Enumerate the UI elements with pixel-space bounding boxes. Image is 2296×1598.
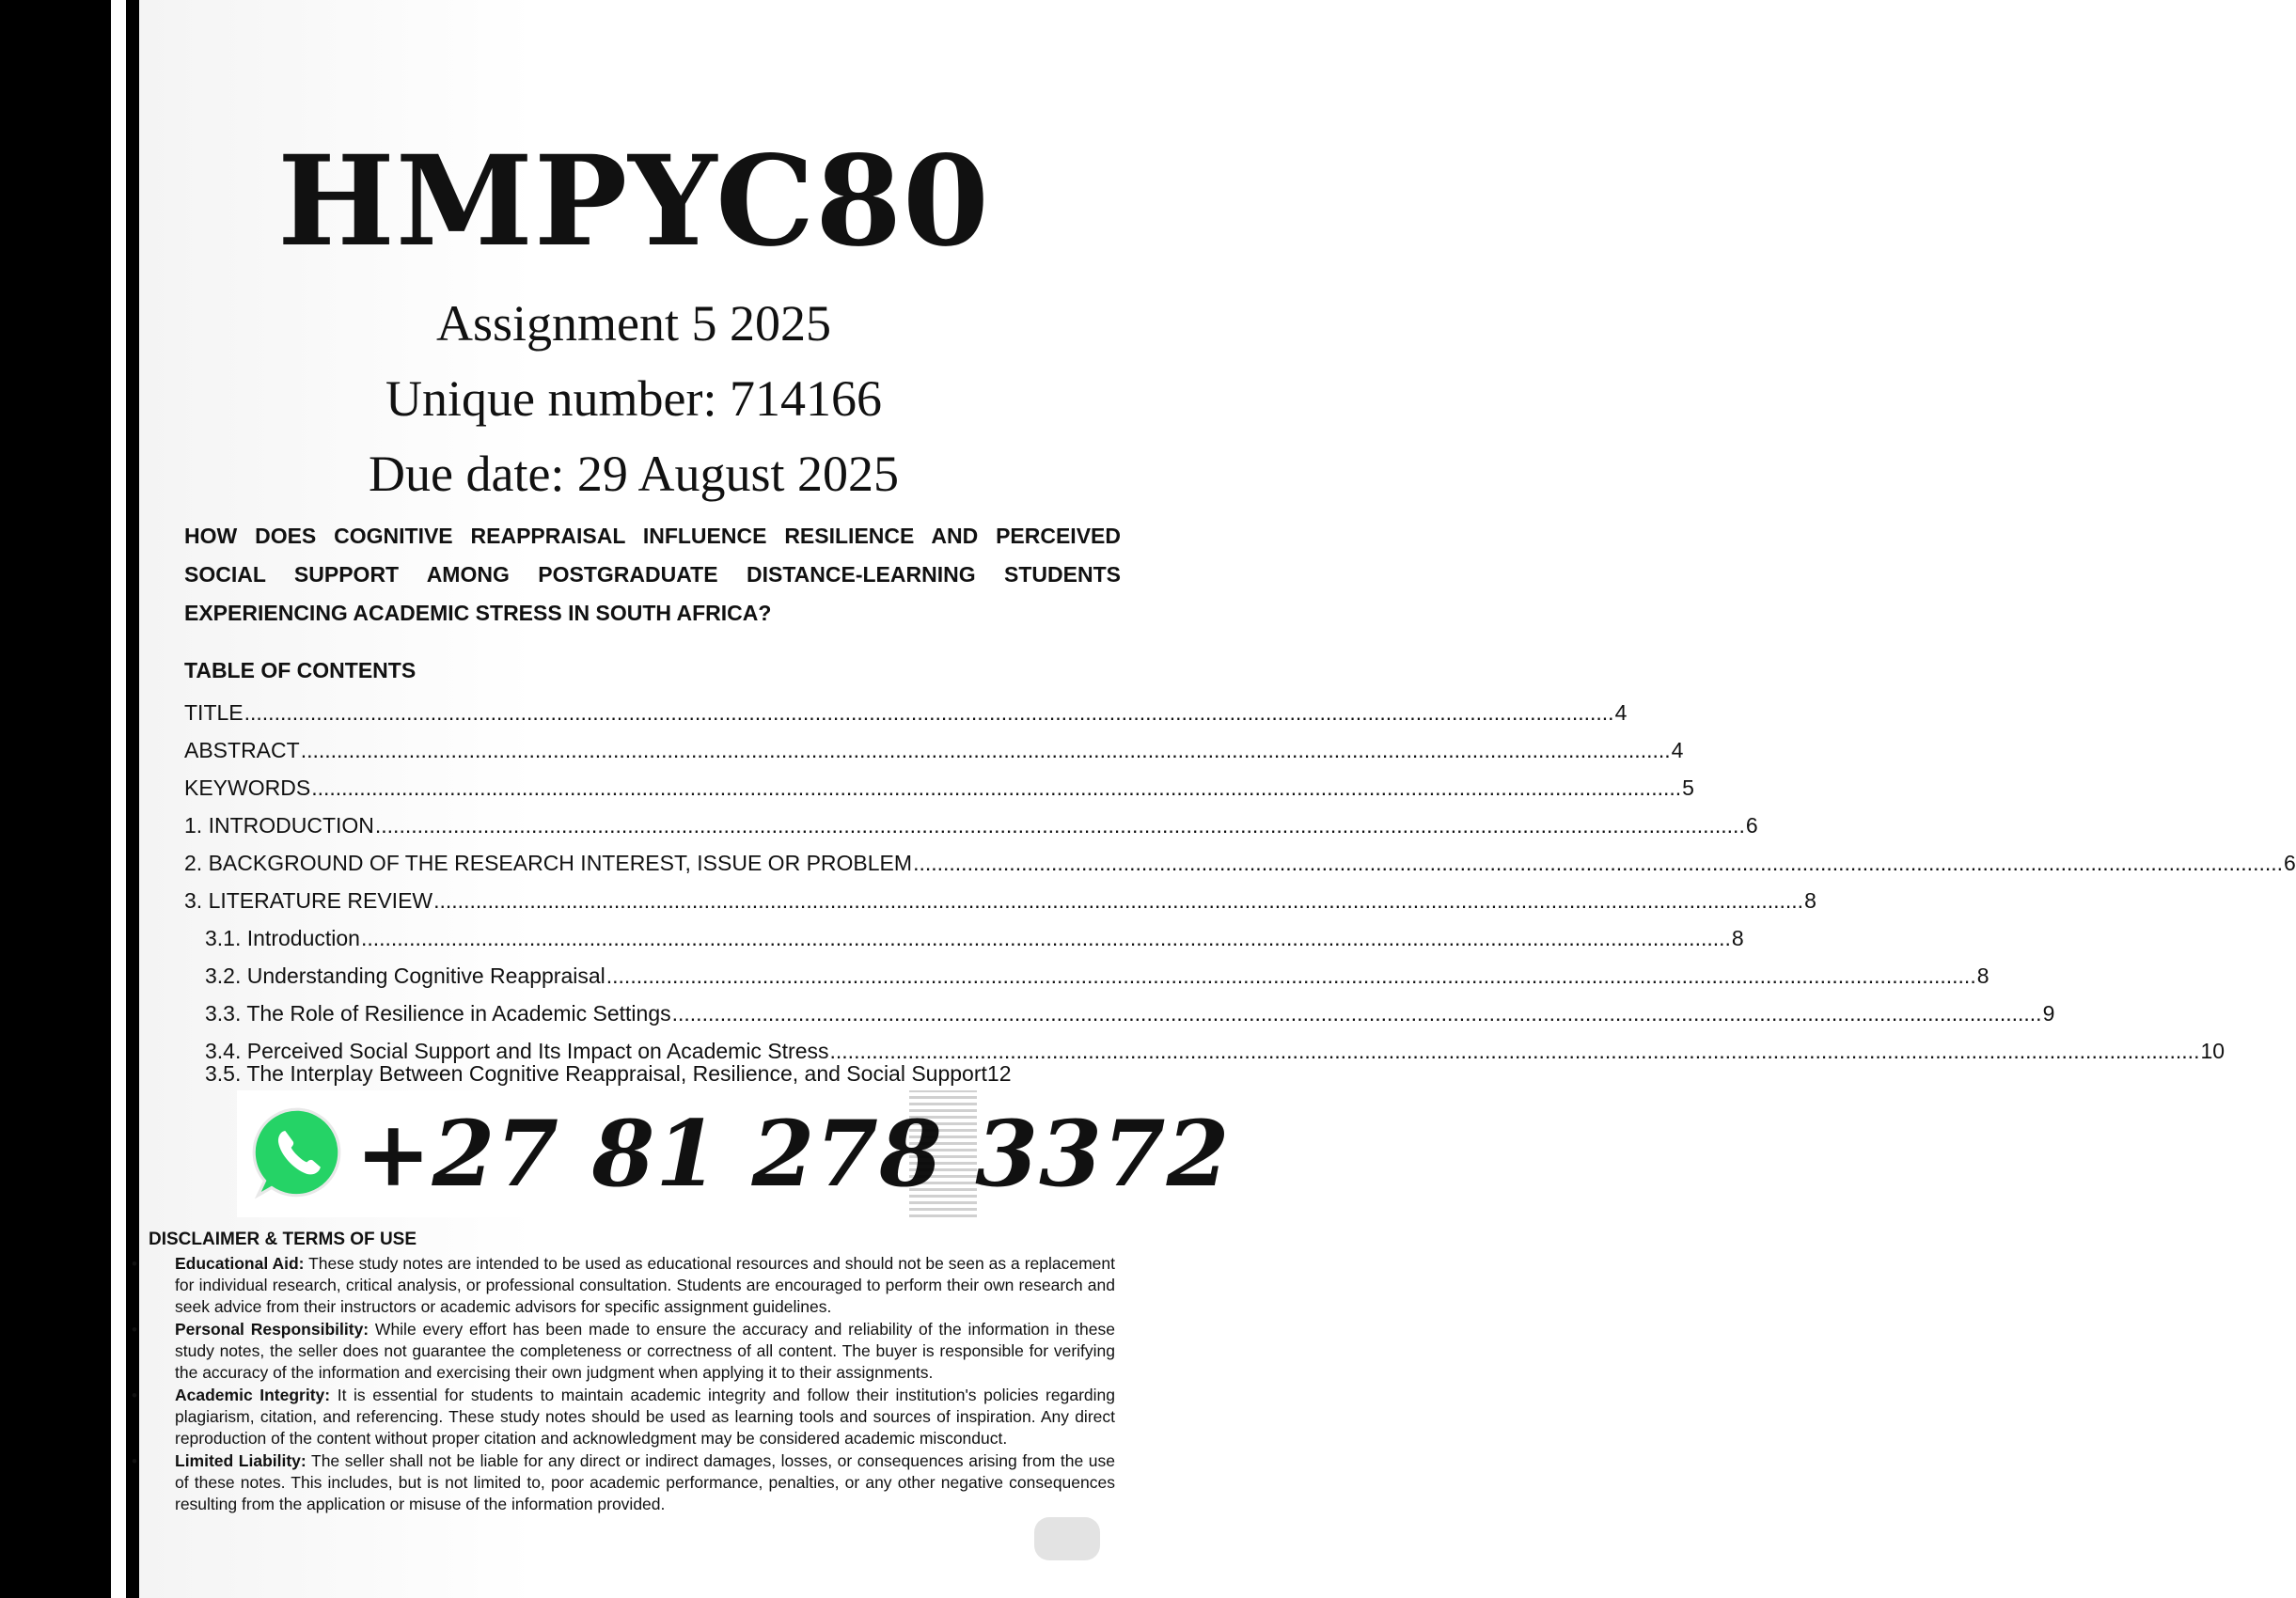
toc-entry[interactable] — [184, 914, 1744, 951]
toc-entry-label: 3.2. Understanding Cognitive Reappraisal — [205, 964, 605, 988]
toc-entry-label: TITLE — [184, 700, 244, 725]
disclaimer-text: These study notes are intended to be used as educational resources and should not be seen as a replacement for individual research, critical analysis, or professional consultation. Students are encouraged to perform their own research and seek advice from their instructors or academic advisors for specific assignment guidelines. — [175, 1254, 1115, 1316]
toc-entry-page: 8 — [1976, 964, 1989, 988]
toc-leader-dots — [913, 851, 2283, 876]
toc-entry-label: 1. INTRODUCTION — [184, 813, 374, 838]
toc-entry[interactable] — [184, 876, 1816, 914]
toc-entry[interactable] — [184, 801, 1758, 838]
toc-entry[interactable] — [184, 1061, 1083, 1087]
disclaimer-text: It is essential for students to maintain academic integrity and follow their institution's policies regarding plagiarism, citation, and referencing. These study notes should be used as learning tools and sources of inspiration. Any direct reproduction of the content without proper citation and acknowledgment may be considered academic misconduct. — [175, 1386, 1115, 1448]
toc-entry[interactable] — [184, 726, 1684, 763]
toc-entry-page: 4 — [1671, 738, 1684, 762]
disclaimer-text: While every effort has been made to ensure the accuracy and reliability of the information in these study notes, the seller does not guarantee the completeness or correctness of all content. The buyer is responsible for verifying the accuracy of the information and exercising their own judgment when applying it to their assignments. — [175, 1320, 1116, 1382]
toc-entry[interactable] — [184, 688, 1628, 726]
toc-entry-label: 3. LITERATURE REVIEW — [184, 888, 433, 913]
disclaimer-heading: DISCLAIMER & TERMS OF USE — [149, 1230, 417, 1249]
toc-leader-dots — [375, 813, 1745, 838]
disclaimer-term: Limited Liability: — [175, 1451, 307, 1470]
toc-entry-page: 4 — [1614, 700, 1628, 725]
due-date: Due date: 29 August 2025 — [369, 446, 899, 502]
toc-entry-label: 3.4. Perceived Social Support and Its Impact on Academic Stress — [205, 1039, 829, 1063]
whatsapp-icon — [250, 1104, 348, 1201]
toc-leader-dots — [361, 926, 1731, 951]
toc-leader-dots — [311, 776, 1681, 801]
toc-entry-page: 12 — [986, 1061, 1012, 1086]
toc-entry[interactable] — [184, 763, 1694, 801]
disclaimer-term: Personal Responsibility: — [175, 1320, 370, 1339]
toc-entry[interactable] — [184, 951, 1989, 989]
table-of-contents — [184, 688, 2296, 1087]
list-item — [132, 1319, 1115, 1384]
toc-entry-label: 2. BACKGROUND OF THE RESEARCH INTEREST, ISSUE OR PROBLEM — [184, 851, 913, 875]
toc-entry-page: 6 — [1745, 813, 1758, 838]
toc-leader-dots — [830, 1039, 2200, 1064]
disclaimer-list — [132, 1253, 1115, 1516]
toc-entry[interactable] — [184, 838, 2296, 876]
left-border-bar — [0, 0, 111, 1598]
toc-leader-dots — [606, 964, 1976, 989]
left-border-gap — [111, 0, 126, 1598]
toc-entry-label: 3.1. Introduction — [205, 926, 360, 950]
qr-code-overlay — [909, 1090, 977, 1217]
toc-entry-label: KEYWORDS — [184, 776, 311, 800]
toc-entry[interactable] — [184, 989, 2055, 1026]
toc-entry-label: ABSTRACT — [184, 738, 300, 762]
disclaimer-text: The seller shall not be liable for any direct or indirect damages, losses, or consequences arising from the use of these notes. This includes, but is not limited to, poor academic performance, penalties, or any other negative consequences resulting from the application or misuse of the information provided. — [175, 1451, 1115, 1513]
toc-entry-page: 8 — [1731, 926, 1744, 950]
assignment-title: Assignment 5 2025 — [435, 295, 831, 352]
toc-leader-dots — [244, 700, 1614, 726]
contact-banner — [237, 1090, 1231, 1217]
toc-entry[interactable] — [184, 1026, 2225, 1064]
toc-entry-page: 6 — [2284, 851, 2296, 875]
list-item — [132, 1253, 1115, 1318]
corner-watermark-badge — [1034, 1517, 1100, 1560]
phone-number: +27 81 278 3372 — [355, 1101, 1231, 1207]
toc-heading: TABLE OF CONTENTS — [184, 658, 417, 682]
list-item — [132, 1385, 1115, 1449]
toc-entry-page: 8 — [1804, 888, 1816, 913]
disclaimer-term: Educational Aid: — [175, 1254, 305, 1273]
toc-entry-label: 3.5. The Interplay Between Cognitive Reappraisal, Resilience, and Social Support — [205, 1061, 987, 1086]
toc-entry-page: 9 — [2042, 1001, 2055, 1026]
document-page — [139, 0, 2296, 1598]
toc-entry-label: 3.3. The Role of Resilience in Academic Settings — [205, 1001, 671, 1026]
research-question: HOW DOES COGNITIVE REAPPRAISAL INFLUENCE RESILIENCE AND PERCEIVED SOCIAL SUPPORT AMONG POSTGRADUATE DISTANCE-LEARNING STUDENTS EXPERIENCING ACADEMIC STRESS IN SOUTH AFRICA? — [184, 524, 1121, 625]
list-item — [132, 1450, 1115, 1515]
toc-entry-page: 5 — [1682, 776, 1694, 800]
module-code: HMPYC80 — [277, 129, 990, 274]
toc-leader-dots — [433, 888, 1803, 914]
toc-leader-dots — [672, 1001, 2042, 1026]
disclaimer-term: Academic Integrity: — [175, 1386, 331, 1404]
toc-entry-page: 10 — [2200, 1039, 2225, 1063]
toc-leader-dots — [301, 738, 1671, 763]
unique-number: Unique number: 714166 — [385, 370, 882, 427]
